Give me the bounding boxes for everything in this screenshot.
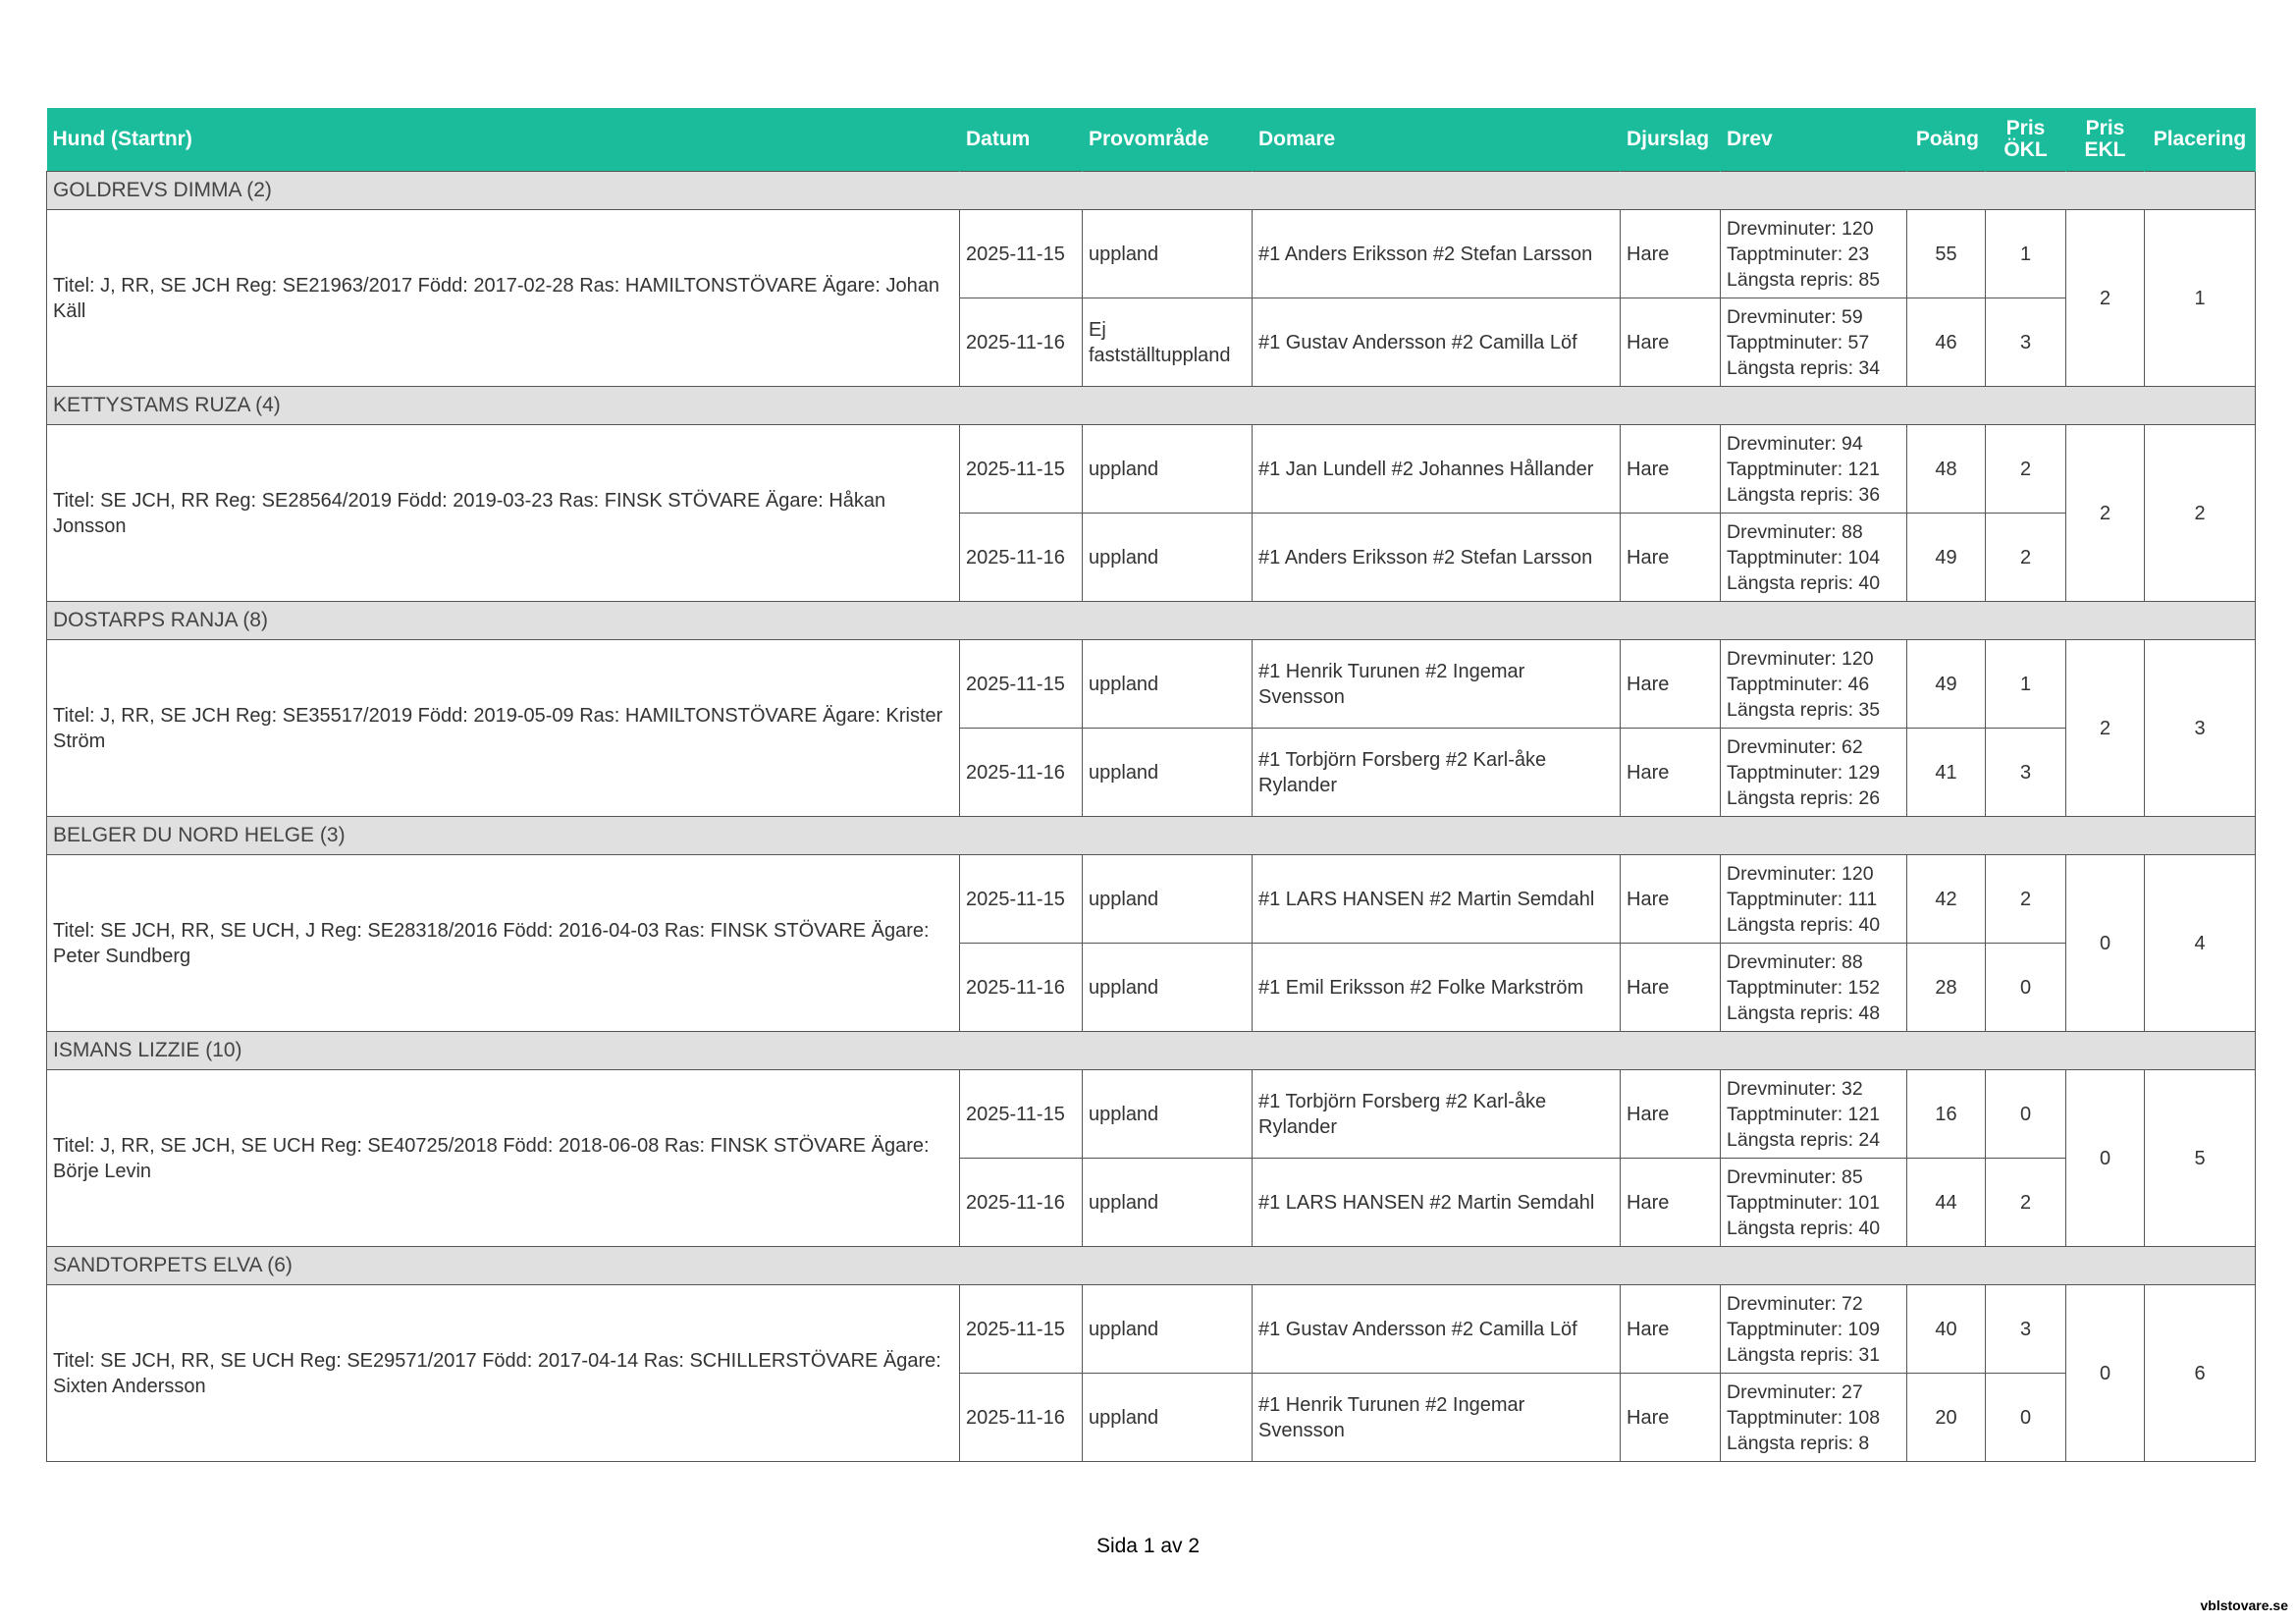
trial-djurslag: Hare xyxy=(1621,640,1721,729)
trial-provomrade: uppland xyxy=(1083,855,1253,944)
trial-drev xyxy=(1721,729,1907,817)
dog-info: Titel: J, RR, SE JCH Reg: SE21963/2017 Född: 2017-02-28 Ras: HAMILTONSTÖVARE Ägare: Johan Käll xyxy=(47,210,960,387)
header-pris-okl: Pris ÖKL xyxy=(1986,108,2066,172)
trial-pris-okl: 3 xyxy=(1986,729,2066,817)
trial-provomrade: uppland xyxy=(1083,1159,1253,1247)
trial-poang: 42 xyxy=(1907,855,1986,944)
dog-placering: 5 xyxy=(2145,1070,2256,1247)
trial-provomrade: uppland xyxy=(1083,1374,1253,1462)
trial-domare: #1 Henrik Turunen #2 Ingemar Svensson xyxy=(1253,1374,1621,1462)
trial-drev xyxy=(1721,855,1907,944)
trial-domare: #1 Torbjörn Forsberg #2 Karl-åke Rylander xyxy=(1253,1070,1621,1159)
trial-poang: 55 xyxy=(1907,210,1986,298)
trial-provomrade: uppland xyxy=(1083,729,1253,817)
trial-datum: 2025-11-15 xyxy=(960,640,1083,729)
trial-provomrade: uppland xyxy=(1083,944,1253,1032)
trial-poang: 48 xyxy=(1907,425,1986,514)
dog-name-row xyxy=(47,172,2256,210)
tapptminuter: Tapptminuter: 111 xyxy=(1727,888,1878,910)
trial-djurslag: Hare xyxy=(1621,1374,1721,1462)
site-watermark: vblstovare.se xyxy=(2200,1597,2288,1613)
trial-djurslag: Hare xyxy=(1621,298,1721,387)
trial-djurslag: Hare xyxy=(1621,944,1721,1032)
dog-pris-ekl: 0 xyxy=(2066,855,2145,1032)
dog-pris-ekl: 0 xyxy=(2066,1070,2145,1247)
header-hund: Hund (Startnr) xyxy=(47,108,960,172)
trial-domare: #1 Anders Eriksson #2 Stefan Larsson xyxy=(1253,210,1621,298)
dog-placering: 1 xyxy=(2145,210,2256,387)
dog-pris-ekl: 2 xyxy=(2066,210,2145,387)
dog-placering: 2 xyxy=(2145,425,2256,602)
tapptminuter: Tapptminuter: 104 xyxy=(1727,546,1881,568)
trial-poang: 41 xyxy=(1907,729,1986,817)
drevminuter: Drevminuter: 120 xyxy=(1727,217,1874,240)
langsta-repris: Längsta repris: 8 xyxy=(1727,1432,1870,1454)
trial-drev xyxy=(1721,1374,1907,1462)
tapptminuter: Tapptminuter: 152 xyxy=(1727,976,1881,999)
drevminuter: Drevminuter: 62 xyxy=(1727,735,1863,758)
trial-provomrade: uppland xyxy=(1083,210,1253,298)
drevminuter: Drevminuter: 85 xyxy=(1727,1165,1863,1188)
trial-datum: 2025-11-16 xyxy=(960,514,1083,602)
dog-name: KETTYSTAMS RUZA (4) xyxy=(47,387,2256,425)
dog-placering: 6 xyxy=(2145,1285,2256,1462)
trial-djurslag: Hare xyxy=(1621,1159,1721,1247)
trial-djurslag: Hare xyxy=(1621,514,1721,602)
results-body xyxy=(47,172,2256,1462)
trial-row xyxy=(47,1070,2256,1159)
trial-poang: 49 xyxy=(1907,640,1986,729)
trial-datum: 2025-11-16 xyxy=(960,944,1083,1032)
trial-provomrade: Ej fastställtuppland xyxy=(1083,298,1253,387)
trial-djurslag: Hare xyxy=(1621,729,1721,817)
drevminuter: Drevminuter: 94 xyxy=(1727,432,1863,455)
trial-drev xyxy=(1721,944,1907,1032)
drevminuter: Drevminuter: 59 xyxy=(1727,305,1863,328)
trial-domare: #1 Gustav Andersson #2 Camilla Löf xyxy=(1253,298,1621,387)
trial-row xyxy=(47,855,2256,944)
trial-domare: #1 LARS HANSEN #2 Martin Semdahl xyxy=(1253,855,1621,944)
trial-provomrade: uppland xyxy=(1083,1070,1253,1159)
dog-info: Titel: J, RR, SE JCH Reg: SE35517/2019 Född: 2019-05-09 Ras: HAMILTONSTÖVARE Ägare: Krister Ström xyxy=(47,640,960,817)
trial-drev xyxy=(1721,1285,1907,1374)
langsta-repris: Längsta repris: 31 xyxy=(1727,1343,1881,1366)
drevminuter: Drevminuter: 120 xyxy=(1727,647,1874,670)
tapptminuter: Tapptminuter: 108 xyxy=(1727,1406,1881,1429)
tapptminuter: Tapptminuter: 57 xyxy=(1727,331,1870,353)
trial-drev xyxy=(1721,640,1907,729)
header-domare: Domare xyxy=(1253,108,1621,172)
drevminuter: Drevminuter: 88 xyxy=(1727,950,1863,973)
trial-row xyxy=(47,210,2256,298)
langsta-repris: Längsta repris: 36 xyxy=(1727,483,1881,506)
dog-name: DOSTARPS RANJA (8) xyxy=(47,602,2256,640)
dog-name-row xyxy=(47,817,2256,855)
dog-name-row xyxy=(47,602,2256,640)
dog-info: Titel: SE JCH, RR Reg: SE28564/2019 Född: 2019-03-23 Ras: FINSK STÖVARE Ägare: Håkan Jonsson xyxy=(47,425,960,602)
dog-info: Titel: J, RR, SE JCH, SE UCH Reg: SE40725/2018 Född: 2018-06-08 Ras: FINSK STÖVARE Ägare: Börje Levin xyxy=(47,1070,960,1247)
trial-datum: 2025-11-16 xyxy=(960,1159,1083,1247)
langsta-repris: Längsta repris: 35 xyxy=(1727,698,1881,721)
trial-domare: #1 Henrik Turunen #2 Ingemar Svensson xyxy=(1253,640,1621,729)
langsta-repris: Längsta repris: 85 xyxy=(1727,268,1881,291)
tapptminuter: Tapptminuter: 109 xyxy=(1727,1318,1881,1340)
tapptminuter: Tapptminuter: 23 xyxy=(1727,243,1870,265)
trial-djurslag: Hare xyxy=(1621,210,1721,298)
page-number: Sida 1 av 2 xyxy=(1095,1535,1201,1557)
trial-poang: 49 xyxy=(1907,514,1986,602)
trial-pris-okl: 1 xyxy=(1986,210,2066,298)
dog-name-row xyxy=(47,1032,2256,1070)
trial-poang: 16 xyxy=(1907,1070,1986,1159)
trial-provomrade: uppland xyxy=(1083,425,1253,514)
trial-poang: 28 xyxy=(1907,944,1986,1032)
drevminuter: Drevminuter: 72 xyxy=(1727,1292,1863,1315)
header-datum: Datum xyxy=(960,108,1083,172)
drevminuter: Drevminuter: 88 xyxy=(1727,520,1863,543)
dog-name: SANDTORPETS ELVA (6) xyxy=(47,1247,2256,1285)
dog-placering: 3 xyxy=(2145,640,2256,817)
trial-domare: #1 Emil Eriksson #2 Folke Markström xyxy=(1253,944,1621,1032)
trial-djurslag: Hare xyxy=(1621,855,1721,944)
header-provomrade: Provområde xyxy=(1083,108,1253,172)
trial-provomrade: uppland xyxy=(1083,640,1253,729)
trial-datum: 2025-11-16 xyxy=(960,1374,1083,1462)
trial-provomrade: uppland xyxy=(1083,514,1253,602)
langsta-repris: Längsta repris: 48 xyxy=(1727,1001,1881,1024)
header-djurslag: Djurslag xyxy=(1621,108,1721,172)
header-poang: Poäng xyxy=(1907,108,1986,172)
langsta-repris: Längsta repris: 40 xyxy=(1727,571,1881,594)
dog-pris-ekl: 2 xyxy=(2066,425,2145,602)
trial-drev xyxy=(1721,1159,1907,1247)
trial-poang: 40 xyxy=(1907,1285,1986,1374)
drevminuter: Drevminuter: 120 xyxy=(1727,862,1874,885)
dog-name: GOLDREVS DIMMA (2) xyxy=(47,172,2256,210)
trial-drev xyxy=(1721,425,1907,514)
trial-pris-okl: 0 xyxy=(1986,1070,2066,1159)
trial-domare: #1 Gustav Andersson #2 Camilla Löf xyxy=(1253,1285,1621,1374)
trial-row xyxy=(47,425,2256,514)
langsta-repris: Längsta repris: 34 xyxy=(1727,356,1881,379)
trial-drev xyxy=(1721,514,1907,602)
langsta-repris: Längsta repris: 26 xyxy=(1727,786,1881,809)
trial-pris-okl: 3 xyxy=(1986,298,2066,387)
trial-row xyxy=(47,1285,2256,1374)
langsta-repris: Längsta repris: 40 xyxy=(1727,913,1881,936)
trial-pris-okl: 2 xyxy=(1986,855,2066,944)
trial-djurslag: Hare xyxy=(1621,1285,1721,1374)
trial-datum: 2025-11-15 xyxy=(960,210,1083,298)
tapptminuter: Tapptminuter: 121 xyxy=(1727,458,1881,480)
trial-provomrade: uppland xyxy=(1083,1285,1253,1374)
trial-pris-okl: 0 xyxy=(1986,944,2066,1032)
trial-datum: 2025-11-15 xyxy=(960,855,1083,944)
tapptminuter: Tapptminuter: 129 xyxy=(1727,761,1881,784)
results-table xyxy=(46,108,2256,1462)
trial-pris-okl: 3 xyxy=(1986,1285,2066,1374)
tapptminuter: Tapptminuter: 46 xyxy=(1727,673,1870,695)
trial-drev xyxy=(1721,210,1907,298)
trial-djurslag: Hare xyxy=(1621,1070,1721,1159)
dog-pris-ekl: 2 xyxy=(2066,640,2145,817)
trial-datum: 2025-11-15 xyxy=(960,1285,1083,1374)
trial-drev xyxy=(1721,298,1907,387)
dog-placering: 4 xyxy=(2145,855,2256,1032)
langsta-repris: Längsta repris: 40 xyxy=(1727,1217,1881,1239)
dog-name: BELGER DU NORD HELGE (3) xyxy=(47,817,2256,855)
trial-drev xyxy=(1721,1070,1907,1159)
dog-name-row xyxy=(47,387,2256,425)
trial-domare: #1 Jan Lundell #2 Johannes Hållander xyxy=(1253,425,1621,514)
drevminuter: Drevminuter: 32 xyxy=(1727,1077,1863,1100)
tapptminuter: Tapptminuter: 121 xyxy=(1727,1103,1881,1125)
drevminuter: Drevminuter: 27 xyxy=(1727,1380,1863,1403)
dog-name: ISMANS LIZZIE (10) xyxy=(47,1032,2256,1070)
header-placering: Placering xyxy=(2145,108,2256,172)
dog-pris-ekl: 0 xyxy=(2066,1285,2145,1462)
dog-info: Titel: SE JCH, RR, SE UCH, J Reg: SE28318/2016 Född: 2016-04-03 Ras: FINSK STÖVARE Ägare: Peter Sundberg xyxy=(47,855,960,1032)
header-pris-ekl: Pris EKL xyxy=(2066,108,2145,172)
trial-datum: 2025-11-16 xyxy=(960,729,1083,817)
trial-poang: 20 xyxy=(1907,1374,1986,1462)
trial-pris-okl: 0 xyxy=(1986,1374,2066,1462)
header-drev: Drev xyxy=(1721,108,1907,172)
dog-name-row xyxy=(47,1247,2256,1285)
trial-pris-okl: 2 xyxy=(1986,514,2066,602)
trial-datum: 2025-11-16 xyxy=(960,298,1083,387)
trial-datum: 2025-11-15 xyxy=(960,425,1083,514)
tapptminuter: Tapptminuter: 101 xyxy=(1727,1191,1881,1214)
trial-datum: 2025-11-15 xyxy=(960,1070,1083,1159)
trial-poang: 44 xyxy=(1907,1159,1986,1247)
trial-domare: #1 Anders Eriksson #2 Stefan Larsson xyxy=(1253,514,1621,602)
trial-row xyxy=(47,640,2256,729)
trial-domare: #1 LARS HANSEN #2 Martin Semdahl xyxy=(1253,1159,1621,1247)
trial-djurslag: Hare xyxy=(1621,425,1721,514)
trial-poang: 46 xyxy=(1907,298,1986,387)
table-header-row xyxy=(47,108,2256,172)
langsta-repris: Längsta repris: 24 xyxy=(1727,1128,1881,1151)
dog-info: Titel: SE JCH, RR, SE UCH Reg: SE29571/2017 Född: 2017-04-14 Ras: SCHILLERSTÖVARE Ägare: Sixten Andersson xyxy=(47,1285,960,1462)
trial-pris-okl: 2 xyxy=(1986,1159,2066,1247)
trial-pris-okl: 2 xyxy=(1986,425,2066,514)
trial-pris-okl: 1 xyxy=(1986,640,2066,729)
trial-domare: #1 Torbjörn Forsberg #2 Karl-åke Rylander xyxy=(1253,729,1621,817)
